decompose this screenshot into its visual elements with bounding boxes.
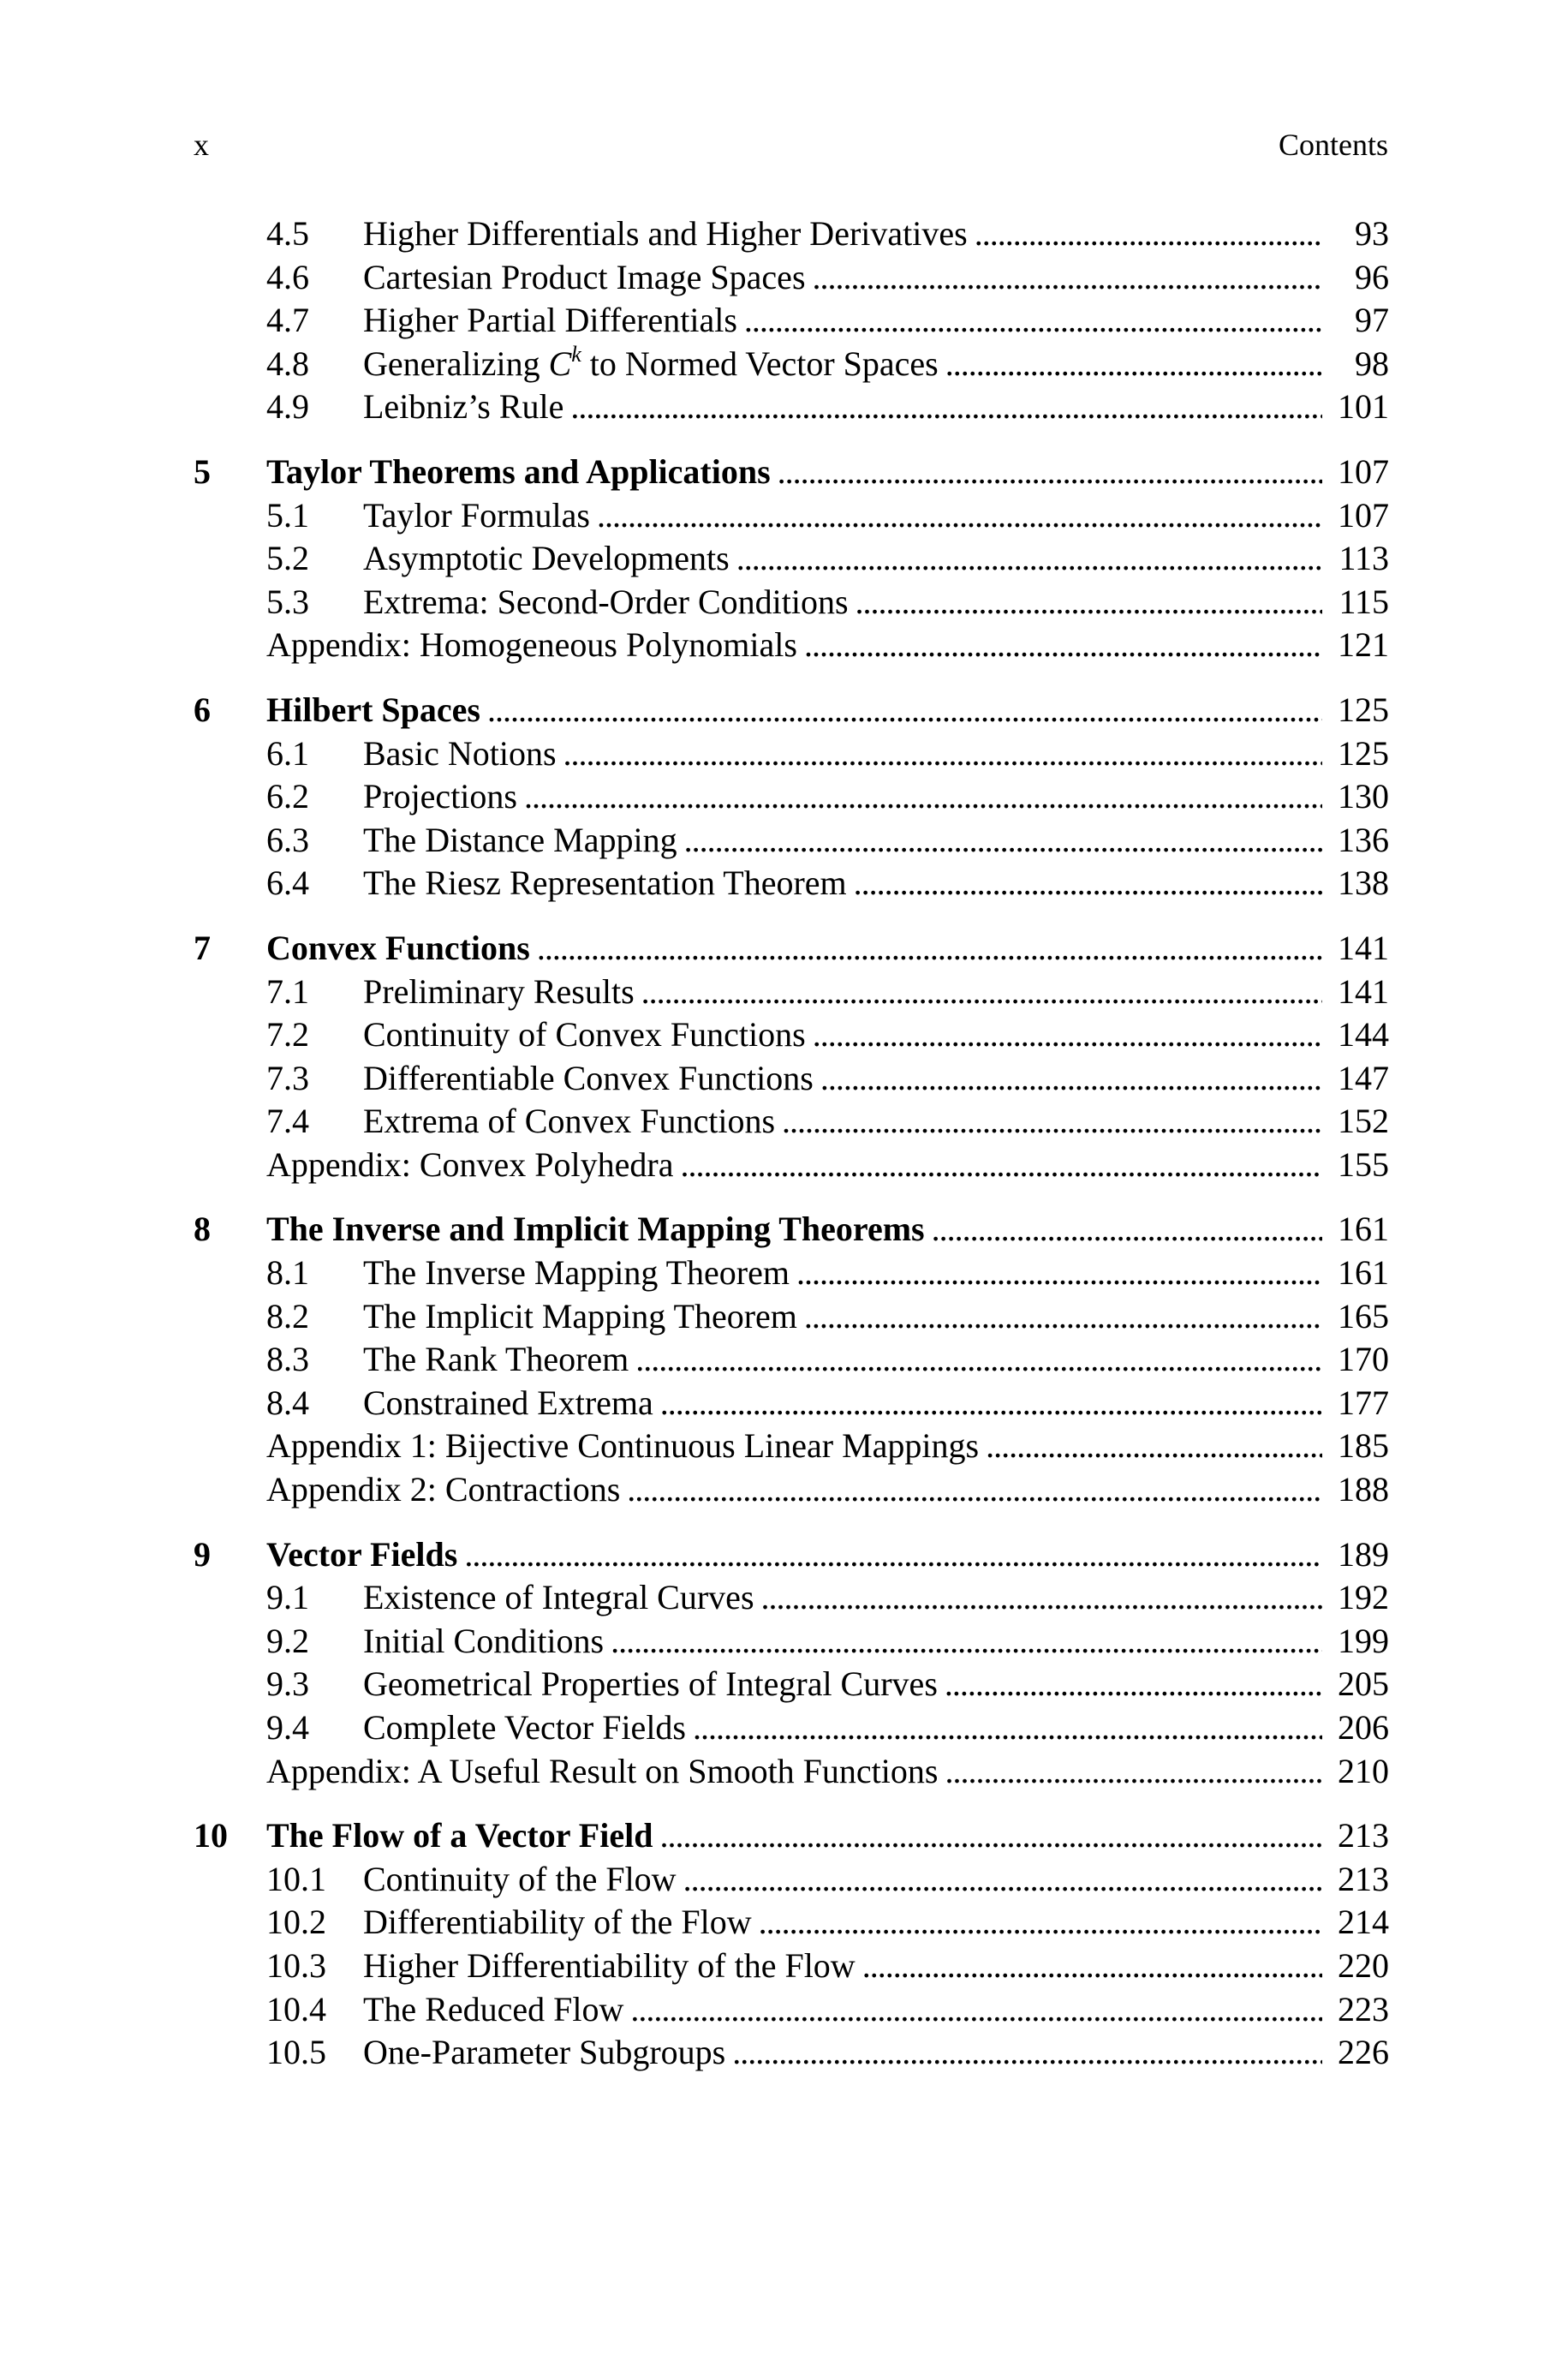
toc-entry-title-line [363, 537, 1322, 581]
toc-section-entry[interactable] [194, 1100, 1389, 1144]
toc-page-number: 136 [1338, 820, 1389, 859]
toc-entry-number: 6.2 [266, 777, 309, 816]
dot-leader [804, 1295, 1322, 1339]
toc-entry-title-line [363, 862, 1322, 905]
toc-entry-title-line [363, 1252, 1322, 1295]
toc-page-number: 141 [1338, 971, 1389, 1011]
toc-entry-number: 10.1 [266, 1859, 326, 1898]
math-superscript: k [571, 342, 581, 367]
toc-page-number: 144 [1338, 1015, 1389, 1055]
toc-section-entry[interactable] [194, 1576, 1389, 1620]
toc-section-entry[interactable] [194, 971, 1389, 1014]
toc-entry-number: 7.3 [266, 1058, 309, 1097]
toc-entry-title-line [363, 343, 1322, 386]
toc-entry-number: 7 [194, 928, 211, 967]
toc-entry-title: Extrema: Second-Order Conditions [363, 582, 849, 621]
toc-entry-title-line [363, 1057, 1322, 1101]
toc-entry-number: 5.2 [266, 539, 309, 578]
toc-entry-number: 7.4 [266, 1102, 309, 1141]
toc-page-number: 107 [1338, 495, 1389, 535]
toc-entry-number: 4.9 [266, 387, 309, 427]
toc-entry-title: Appendix: A Useful Result on Smooth Functions [266, 1751, 939, 1790]
toc-entry-title-line [266, 1208, 1322, 1252]
toc-entry-number: 5 [194, 451, 211, 491]
toc-page-number: 170 [1338, 1340, 1389, 1379]
toc-entry-title: Higher Partial Differentials [363, 301, 737, 340]
toc-page-number: 165 [1338, 1296, 1389, 1335]
dot-leader [804, 624, 1322, 667]
toc-chapter-entry[interactable] [194, 451, 1389, 494]
toc-page-number: 93 [1355, 214, 1389, 253]
dot-leader [796, 1252, 1322, 1295]
toc-entry-number: 8.1 [266, 1253, 309, 1293]
toc-page-number: 152 [1338, 1102, 1389, 1141]
toc-page-number: 177 [1338, 1383, 1389, 1422]
toc-page-number: 223 [1338, 1989, 1389, 2028]
toc-page-number: 138 [1338, 863, 1389, 903]
toc-entry-title-line [363, 1382, 1322, 1425]
toc-section-entry[interactable] [194, 1663, 1389, 1706]
toc-entry-title: The Implicit Mapping Theorem [363, 1296, 797, 1335]
toc-entry-title-line [363, 1576, 1322, 1620]
toc-section-entry[interactable] [194, 1988, 1389, 2032]
toc-section-entry[interactable] [194, 1057, 1389, 1101]
toc-entry-title-line [363, 1295, 1322, 1339]
toc-entry-title: Asymptotic Developments [363, 539, 730, 578]
toc-page-number: 185 [1338, 1426, 1389, 1466]
toc-page-number: 189 [1338, 1534, 1389, 1574]
toc-entry-title-line [363, 1338, 1322, 1382]
toc-entry-title: Taylor Theorems and Applications [266, 451, 771, 491]
toc-entry-title: The Inverse and Implicit Mapping Theorems [266, 1210, 925, 1249]
dot-leader [570, 385, 1322, 429]
toc-entry-number: 10.2 [266, 1903, 326, 1942]
dot-leader [945, 1663, 1322, 1706]
toc-entry-title: The Distance Mapping [363, 820, 677, 859]
toc-appendix-entry[interactable] [194, 1144, 1389, 1187]
toc-entry-number: 6.3 [266, 820, 309, 859]
toc-entry-title: One-Parameter Subgroups [363, 2033, 726, 2072]
dot-leader [635, 1338, 1322, 1382]
toc-page-number: 98 [1355, 344, 1389, 383]
toc-section-entry[interactable] [194, 1013, 1389, 1057]
toc-section-entry[interactable] [194, 343, 1389, 386]
toc-entry-title-line [266, 1814, 1322, 1858]
dot-leader [611, 1620, 1322, 1664]
toc-entry-number: 10.4 [266, 1989, 326, 2028]
dot-leader [597, 494, 1322, 538]
toc-entry-title-line [266, 1750, 1322, 1794]
toc-entry-number: 9.3 [266, 1664, 309, 1704]
dot-leader [744, 299, 1322, 343]
toc-entry-title-line [363, 2031, 1322, 2075]
toc-entry-title-line [363, 1706, 1322, 1750]
toc-page-number: 107 [1338, 451, 1389, 491]
toc-entry-number: 9 [194, 1534, 211, 1574]
dot-leader [813, 256, 1322, 300]
toc-section-entry[interactable] [194, 1252, 1389, 1295]
dot-leader [684, 819, 1322, 863]
toc-page-number: 115 [1338, 582, 1389, 621]
toc-page-number: 205 [1338, 1664, 1389, 1704]
dot-leader [524, 775, 1322, 819]
toc-page-number: 161 [1338, 1253, 1389, 1293]
toc-entry-title: Convex Functions [266, 928, 530, 967]
toc-section-entry[interactable] [194, 775, 1389, 819]
toc-section-entry[interactable] [194, 1338, 1389, 1382]
toc-entry-number: 4.7 [266, 301, 309, 340]
toc-entry-title-line [266, 1468, 1322, 1512]
dot-leader [736, 537, 1322, 581]
toc-entry-number: 9.4 [266, 1708, 309, 1747]
toc-entry-title-line [363, 1988, 1322, 2032]
toc-section-entry[interactable] [194, 862, 1389, 905]
toc-page-number: 213 [1338, 1859, 1389, 1898]
toc-entry-title: Appendix 2: Contractions [266, 1470, 621, 1509]
toc-entry-title: Initial Conditions [363, 1621, 605, 1660]
toc-entry-title-line [266, 1533, 1322, 1577]
toc-entry-number: 8.4 [266, 1383, 309, 1422]
dot-leader [945, 1750, 1322, 1794]
toc-entry-title: Appendix 1: Bijective Continuous Linear Mappings [266, 1426, 980, 1466]
toc-page-number: 226 [1338, 2033, 1389, 2072]
toc-entry-number: 6.1 [266, 733, 309, 773]
toc-page-number: 113 [1338, 539, 1389, 578]
dot-leader [630, 1988, 1322, 2032]
dot-leader [681, 1144, 1323, 1187]
dot-leader [464, 1533, 1322, 1577]
dot-leader [683, 1858, 1322, 1902]
dot-leader [813, 1013, 1322, 1057]
toc-entry-title-line [266, 1144, 1322, 1187]
toc-entry-title: Taylor Formulas [363, 495, 590, 535]
toc-entry-title: Higher Differentiability of the Flow [363, 1945, 856, 1985]
toc-entry-number: 9.2 [266, 1621, 309, 1660]
toc-page-number: 161 [1338, 1210, 1389, 1249]
dot-leader [641, 971, 1322, 1014]
toc-entry-title-line [363, 819, 1322, 863]
toc-entry-title: Differentiable Convex Functions [363, 1058, 814, 1097]
toc-entry-title-line [363, 494, 1322, 538]
toc-entry-title-line [363, 1663, 1322, 1706]
toc-entry-title-suffix: to Normed Vector Spaces [581, 344, 939, 383]
toc-entry-number: 4.6 [266, 257, 309, 296]
page-header [0, 127, 1568, 161]
toc-section-entry[interactable] [194, 732, 1389, 776]
toc-entry-number: 10 [194, 1816, 228, 1855]
dot-leader [820, 1057, 1322, 1101]
toc-entry-title: Preliminary Results [363, 971, 635, 1011]
toc-section-entry[interactable] [194, 212, 1389, 256]
toc-page-number: 147 [1338, 1058, 1389, 1097]
toc-entry-number: 5.3 [266, 582, 309, 621]
toc-section-entry[interactable] [194, 385, 1389, 429]
toc-page-number: 96 [1355, 257, 1389, 296]
dot-leader [986, 1425, 1322, 1468]
dot-leader [782, 1100, 1322, 1144]
dot-leader [732, 2031, 1322, 2075]
dot-leader [761, 1576, 1322, 1620]
dot-leader [945, 343, 1322, 386]
toc-entry-title: Cartesian Product Image Spaces [363, 257, 806, 296]
toc-page-number: 188 [1338, 1470, 1389, 1509]
toc-entry-number: 8.3 [266, 1340, 309, 1379]
toc-section-entry[interactable] [194, 1620, 1389, 1664]
toc-entry-title-line [266, 624, 1322, 667]
toc-entry-title: The Riesz Representation Theorem [363, 863, 847, 903]
dot-leader [778, 451, 1322, 494]
dot-leader [627, 1468, 1322, 1512]
toc-page-number: 141 [1338, 928, 1389, 967]
toc-chapter-entry[interactable] [194, 1814, 1389, 1858]
toc-entry-title-line [266, 689, 1322, 732]
toc-entry-title [363, 343, 939, 386]
toc-entry-title-line [363, 1945, 1322, 1988]
toc-page-number: 101 [1338, 387, 1389, 427]
dot-leader [854, 862, 1322, 905]
toc-section-entry[interactable] [194, 494, 1389, 538]
table-of-contents [194, 212, 1389, 2075]
toc-entry-title: Appendix: Homogeneous Polynomials [266, 625, 797, 665]
dot-leader [932, 1208, 1322, 1252]
toc-entry-title: Vector Fields [266, 1534, 458, 1574]
toc-page-number: 206 [1338, 1708, 1389, 1747]
toc-entry-title: Continuity of the Flow [363, 1859, 677, 1898]
dot-leader [487, 689, 1322, 732]
toc-section-entry[interactable] [194, 1295, 1389, 1339]
dot-leader [693, 1706, 1322, 1750]
toc-section-entry[interactable] [194, 537, 1389, 581]
page-folio: x [194, 128, 209, 162]
toc-entry-title: Existence of Integral Curves [363, 1578, 754, 1617]
toc-entry-title-line [363, 971, 1322, 1014]
dot-leader [659, 1814, 1322, 1858]
running-title: Contents [1278, 128, 1388, 162]
toc-page-number: 214 [1338, 1903, 1389, 1942]
toc-page-number: 125 [1338, 733, 1389, 773]
dot-leader [856, 581, 1322, 624]
toc-section-entry[interactable] [194, 581, 1389, 624]
toc-entry-title: Extrema of Convex Functions [363, 1102, 776, 1141]
toc-entry-number: 5.1 [266, 495, 309, 535]
dot-leader [759, 1901, 1322, 1945]
toc-section-entry[interactable] [194, 1858, 1389, 1902]
toc-entry-number: 6.4 [266, 863, 309, 903]
toc-entry-number: 10.3 [266, 1945, 326, 1985]
toc-appendix-entry[interactable] [194, 624, 1389, 667]
toc-entry-title: The Flow of a Vector Field [266, 1816, 653, 1855]
toc-entry-title: Constrained Extrema [363, 1383, 653, 1422]
toc-page-number: 199 [1338, 1621, 1389, 1660]
toc-entry-title-line [363, 1858, 1322, 1902]
toc-page-number: 220 [1338, 1945, 1389, 1985]
toc-entry-title: The Rank Theorem [363, 1340, 629, 1379]
toc-entry-title-line [363, 385, 1322, 429]
toc-page-number: 97 [1355, 301, 1389, 340]
toc-appendix-entry[interactable] [194, 1468, 1389, 1512]
toc-entry-title-prefix: Generalizing [363, 344, 549, 383]
toc-appendix-entry[interactable] [194, 1425, 1389, 1468]
toc-section-entry[interactable] [194, 1382, 1389, 1425]
dot-leader [862, 1945, 1322, 1988]
toc-entry-title: Leibniz’s Rule [363, 387, 564, 427]
toc-entry-title: Differentiability of the Flow [363, 1903, 752, 1942]
toc-entry-title-line [363, 212, 1322, 256]
math-symbol: C [548, 344, 572, 383]
toc-entry-number: 4.5 [266, 214, 309, 253]
dot-leader [975, 212, 1322, 256]
toc-page-number: 213 [1338, 1816, 1389, 1855]
toc-section-entry[interactable] [194, 2031, 1389, 2075]
toc-page-number: 130 [1338, 777, 1389, 816]
toc-entry-title: Geometrical Properties of Integral Curves [363, 1664, 938, 1704]
toc-entry-title-line [363, 256, 1322, 300]
toc-entry-title: Continuity of Convex Functions [363, 1015, 806, 1055]
toc-chapter-entry[interactable] [194, 1208, 1389, 1252]
toc-section-entry[interactable] [194, 1945, 1389, 1988]
toc-entry-title-line [363, 775, 1322, 819]
toc-appendix-entry[interactable] [194, 1750, 1389, 1794]
toc-section-entry[interactable] [194, 256, 1389, 300]
toc-entry-number: 6 [194, 690, 211, 729]
toc-section-entry[interactable] [194, 819, 1389, 863]
toc-entry-number: 7.1 [266, 971, 309, 1011]
toc-entry-title: Appendix: Convex Polyhedra [266, 1144, 674, 1184]
toc-entry-title: The Inverse Mapping Theorem [363, 1253, 790, 1293]
toc-entry-title: The Reduced Flow [363, 1989, 624, 2028]
toc-page-number: 192 [1338, 1578, 1389, 1617]
toc-section-entry[interactable] [194, 1901, 1389, 1945]
toc-entry-number: 8 [194, 1210, 211, 1249]
toc-entry-title: Basic Notions [363, 733, 557, 773]
toc-page-number: 125 [1338, 690, 1389, 729]
toc-chapter-entry[interactable] [194, 927, 1389, 971]
toc-entry-title-line [363, 1013, 1322, 1057]
toc-entry-title-line [363, 581, 1322, 624]
toc-entry-title: Higher Differentials and Higher Derivatives [363, 214, 968, 253]
toc-entry-title: Complete Vector Fields [363, 1708, 686, 1747]
dot-leader [660, 1382, 1322, 1425]
toc-page-number: 155 [1338, 1144, 1389, 1184]
toc-entry-title-line [266, 451, 1322, 494]
toc-entry-title-line [363, 732, 1322, 776]
toc-entry-number: 9.1 [266, 1578, 309, 1617]
toc-entry-number: 4.8 [266, 344, 309, 383]
toc-entry-title-line [363, 1100, 1322, 1144]
toc-section-entry[interactable] [194, 299, 1389, 343]
toc-entry-title-line [363, 1901, 1322, 1945]
toc-entry-title: Projections [363, 777, 517, 816]
toc-entry-title-line [363, 1620, 1322, 1664]
toc-entry-title-line [266, 927, 1322, 971]
toc-page-number: 210 [1338, 1751, 1389, 1790]
toc-entry-title-line [363, 299, 1322, 343]
dot-leader [563, 732, 1322, 776]
toc-entry-number: 8.2 [266, 1296, 309, 1335]
toc-entry-title-line [266, 1425, 1322, 1468]
dot-leader [537, 927, 1322, 971]
toc-chapter-entry[interactable] [194, 689, 1389, 732]
toc-page-number: 121 [1338, 625, 1389, 665]
toc-entry-title: Hilbert Spaces [266, 690, 480, 729]
toc-entry-number: 7.2 [266, 1015, 309, 1055]
toc-entry-number: 10.5 [266, 2033, 326, 2072]
toc-section-entry[interactable] [194, 1706, 1389, 1750]
toc-chapter-entry[interactable] [194, 1533, 1389, 1577]
